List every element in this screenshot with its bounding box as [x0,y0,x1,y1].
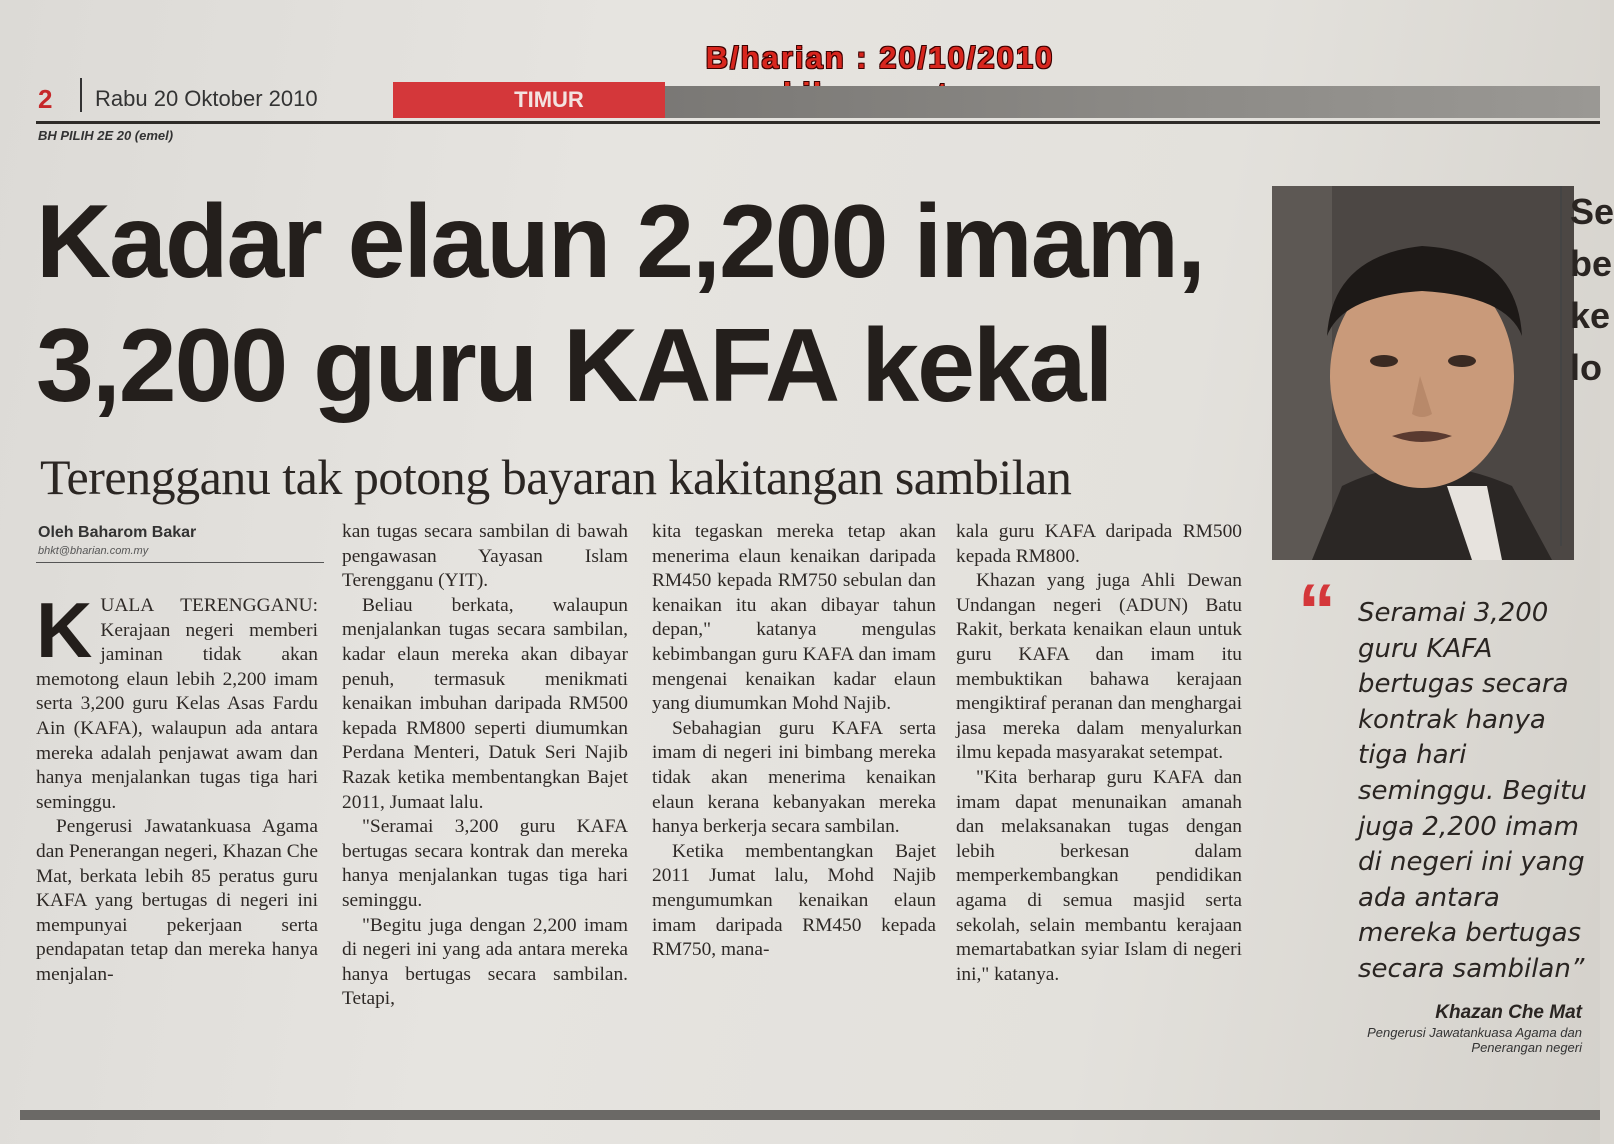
header-bar [665,86,1600,118]
portrait-photo [1272,186,1574,560]
byline: Oleh Baharom Bakar [38,524,197,541]
pull-quote-author: Khazan Che Mat [1435,1002,1582,1023]
pull-quote: Seramai 3,200 guru KAFA bertugas secara kontrak hanya tiga hari seminggu. Begitu juga 2,200 imam di negeri ini yang ada antara mereka bertugas secara sambilan” [1358,598,1587,984]
paragraph: "Kita berharap guru KAFA dan imam dapat menunaikan amanah dan melaksanakan tugas dengan lebih berkesan dalam memperkembangkan pendidikan agama di semua masjid serta sekolah, selain membantu kerajaan memartabatkan syiar Islam di negeri ini," katanya. [956,766,1242,985]
article-column-1 [36,586,318,988]
byline-email: bhkt@bharian.com.my [38,545,149,557]
headline [36,180,1256,428]
paragraph: UALA TERENGGANU: Kerajaan negeri memberi jaminan tidak akan memotong elaun lebih 2,200 imam serta 3,200 guru Kelas Asas Fardu Ain (KAFA), walaupun ada antara mereka adalah penjawat awam dan hanya menjalankan tugas tiga hari seminggu. [36,595,318,813]
header-divider [80,78,82,112]
quote-mark-icon: “ [1298,569,1336,654]
portrait-illustration [1272,186,1574,560]
article-column-3 [652,520,936,963]
subheadline: Terengganu tak potong bayaran kakitangan sambilan [40,449,1072,505]
byline-rule [36,562,324,563]
paragraph: Sebahagian guru KAFA serta imam di negeri ini bimbang mereka tidak akan menerima kenaikan elaun kerana kebanyakan mereka hanya berkerja secara sambilan. [652,717,936,838]
paragraph: Pengerusi Jawatankuasa Agama dan Penerangan negeri, Khazan Che Mat, berkata lebih 85 peratus guru KAFA yang bertugas di negeri ini mempunyai pekerjaan serta pendapatan tetap dan mereka hanya menjalan- [36,816,318,985]
section-label: TIMUR [393,82,665,118]
paragraph: kan tugas secara sambilan di bawah pengawasan Yayasan Islam Terengganu (YIT). [342,521,628,592]
bottom-rule [20,1110,1600,1120]
paragraph: kala guru KAFA daripada RM500 kepada RM800. [956,521,1242,567]
paragraph: Ketika membentangkan Bajet 2011 Jumat lalu, Mohd Najib mengumumkan kenaikan elaun imam daripada RM450 kepada RM750, mana- [652,840,936,961]
watermark-line-1: B/harian : 20/10/2010 [705,40,1055,75]
drop-cap: K [36,586,93,674]
paragraph: "Begitu juga dengan 2,200 imam di negeri ini yang ada antara mereka hanya bertugas secara sambilan. Tetapi, [342,914,628,1010]
header-rule [36,121,1600,124]
headline-line-1: Kadar elaun 2,200 imam, [36,184,1204,300]
page-number: 2 [38,84,53,114]
adjacent-article-edge: Se be ke lo [1560,186,1600,546]
paragraph: Khazan yang juga Ahli Dewan Undangan negeri (ADUN) Batu Rakit, berkata kenaikan elaun untuk guru KAFA dan imam itu membuktikan bahawa kerajaan mengiktiraf peranan dan menghargai jasa mereka dalam menyalurkan ilmu kepada masyarakat setempat. [956,570,1242,764]
article-column-4 [956,520,1242,987]
paragraph: kita tegaskan mereka tetap akan menerima elaun kenaikan daripada RM450 kepada RM750 sebulan dan kenaikan itu akan dibayar tahun depan," katanya mengulas kebimbangan guru KAFA dan imam mengenai kenaikan kadar elaun yang diumumkan Mohd Najib. [652,521,936,715]
article-column-2 [342,520,628,1012]
sms-line: BH PILIH 2E 20 (emel) [38,128,174,143]
issue-date: Rabu 20 Oktober 2010 [95,86,318,111]
paragraph: Beliau berkata, walaupun menjalankan tugas secara sambilan, kadar elaun mereka akan dibayar penuh, termasuk menikmati kenaikan imbuhan daripada RM500 kepada RM800 seperti diumumkan Perdana Menteri, Datuk Seri Najib Razak ketika membentangkan Bajet 2011, Jumaat lalu. [342,594,628,813]
paragraph: "Seramai 3,200 guru KAFA bertugas secara kontrak dan mereka hanya menjalankan tugas tiga hari seminggu. [342,816,628,911]
pull-quote-author-title: Pengerusi Jawatankuasa Agama dan Penerangan negeri [1367,1025,1582,1055]
headline-line-2: 3,200 guru KAFA kekal [36,308,1112,424]
